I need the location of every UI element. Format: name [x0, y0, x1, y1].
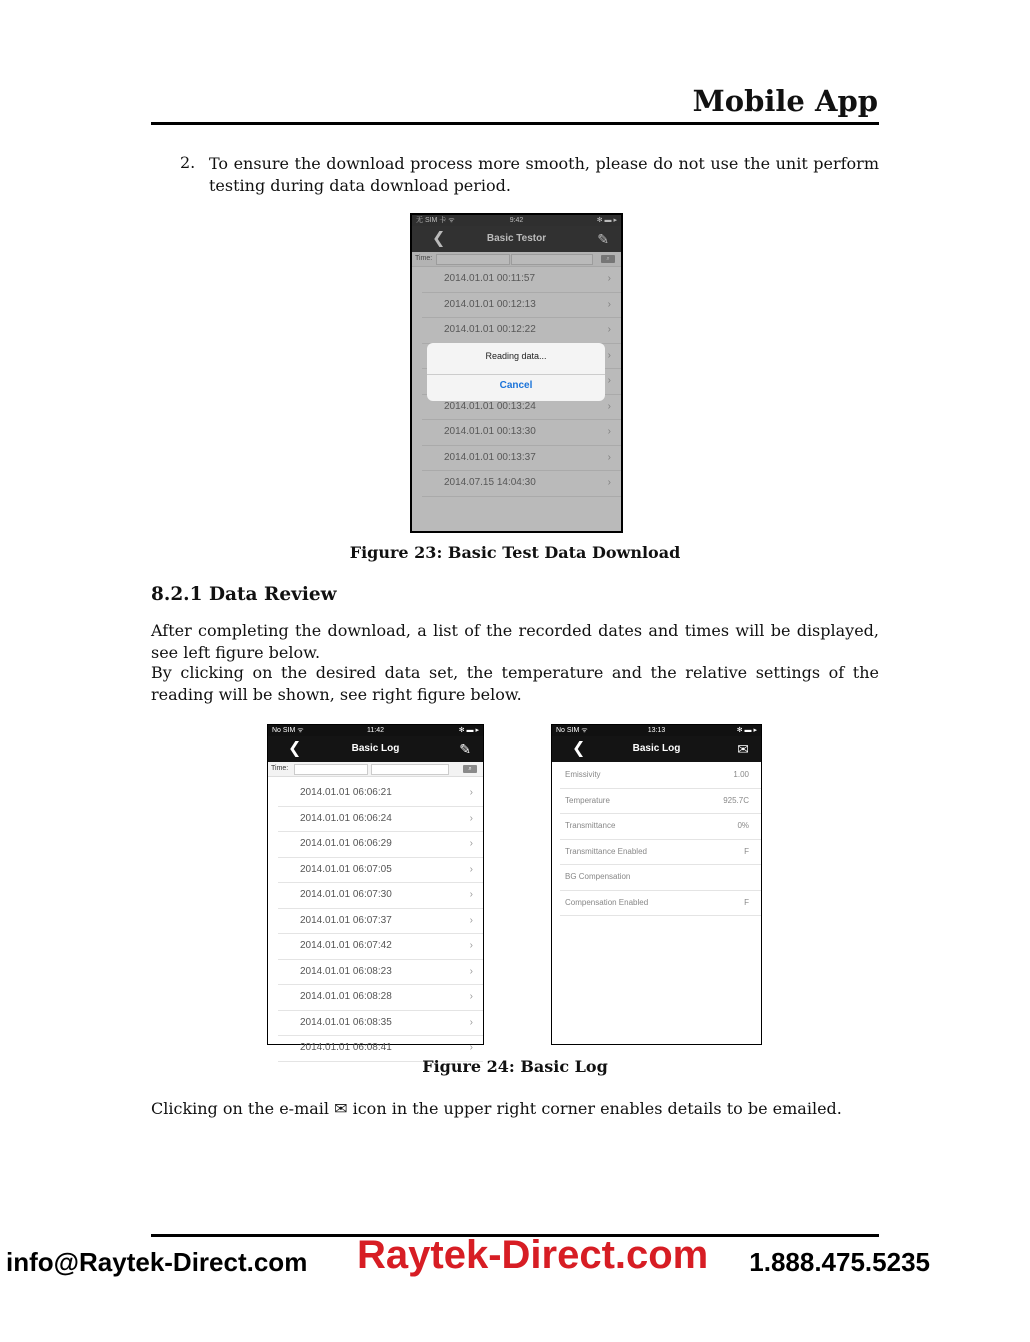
chevron-right-icon: ›: [469, 889, 473, 900]
carrier-label: No SIM ᯤ: [556, 727, 588, 734]
list-item-date: 2014.01.01 06:06:29: [300, 838, 392, 849]
list-item[interactable]: [278, 909, 483, 935]
battery-icon: ✻ ▬ ▸: [736, 727, 757, 734]
cancel-button[interactable]: Cancel: [499, 380, 533, 391]
setting-label: Compensation Enabled: [565, 897, 649, 907]
setting-label: Transmittance: [565, 821, 616, 830]
list-item[interactable]: [278, 832, 483, 858]
figure-24-caption: Figure 24: Basic Log: [422, 1057, 608, 1076]
figure-24-right-screenshot: [551, 724, 762, 1045]
list-item-date: 2014.01.01 00:13:24: [444, 400, 536, 412]
time-filter-label: Time:: [271, 765, 289, 772]
setting-label: Emissivity: [565, 770, 601, 779]
battery-icon: ✻ ▬ ▸: [596, 217, 617, 224]
list-item[interactable]: [278, 1011, 483, 1037]
nav-title: Basic Testor: [486, 233, 547, 244]
settings-list: [552, 762, 761, 916]
chevron-right-icon: ›: [469, 1016, 473, 1028]
list-item-number: 2.: [180, 153, 196, 172]
setting-row: [560, 891, 761, 917]
email-note-before: Clicking on the e-mail: [151, 1099, 335, 1118]
back-chevron-icon[interactable]: ❮: [572, 740, 586, 757]
paragraph-1: After completing the download, a list of the recorded dates and times will be displayed, see left figure below.: [151, 621, 879, 662]
carrier-label: No SIM ᯤ: [272, 727, 304, 734]
list-item-date: 2014.01.01 00:11:57: [444, 273, 536, 284]
chevron-right-icon: ›: [607, 400, 611, 412]
setting-value: 1.00: [733, 770, 749, 779]
chevron-right-icon: ›: [469, 965, 473, 977]
chevron-right-icon: ›: [607, 273, 611, 284]
nav-title: Basic Log: [351, 743, 400, 754]
status-bar: [268, 725, 483, 736]
time-filter-label: Time:: [415, 255, 433, 262]
modal-overlay: [412, 215, 621, 531]
reading-dialog: [427, 343, 605, 401]
list-item-date: 2014.01.01 06:07:05: [300, 863, 392, 875]
section-heading: 8.2.1 Data Review: [151, 584, 337, 605]
chevron-right-icon: ›: [607, 298, 611, 310]
clock: 13:13: [647, 727, 666, 734]
search-icon[interactable]: ⌕: [463, 765, 477, 773]
list-item-text: To ensure the download process more smooth, please do not use the unit perform testing during data download period.: [209, 154, 879, 195]
dialog-message: Reading data...: [485, 351, 547, 361]
email-note-after: icon in the upper right corner enables details to be emailed.: [347, 1099, 842, 1118]
list-item-date: 2014.01.01 06:06:21: [300, 787, 392, 798]
setting-value: 925.7C: [723, 795, 749, 805]
list-item-date: 2014.01.01 06:07:37: [300, 914, 392, 926]
setting-value: F: [744, 846, 749, 856]
search-icon[interactable]: ⌕: [601, 255, 615, 263]
list-item-date: 2014.01.01 06:07:42: [300, 940, 392, 951]
chevron-right-icon: ›: [469, 863, 473, 875]
chevron-right-icon: ›: [469, 1042, 473, 1053]
list-item-date: 2014.01.01 06:08:41: [300, 1042, 392, 1053]
chevron-right-icon: ›: [607, 349, 611, 361]
list-item-date: 2014.01.01 00:13:37: [444, 451, 536, 463]
back-chevron-icon[interactable]: ❮: [432, 230, 446, 247]
chevron-right-icon: ›: [469, 787, 473, 798]
list-item[interactable]: [278, 807, 483, 833]
list-item-date: 2014.01.01 00:12:22: [444, 324, 536, 335]
list-item[interactable]: [278, 960, 483, 986]
list-item-date: 2014.01.01 06:08:23: [300, 965, 392, 977]
list-item[interactable]: [278, 883, 483, 909]
chevron-right-icon: ›: [469, 812, 473, 824]
figure-23-screenshot: [410, 213, 623, 533]
list-item[interactable]: [278, 985, 483, 1011]
setting-label: BG Compensation: [565, 872, 631, 881]
list-item[interactable]: [278, 934, 483, 960]
email-icon[interactable]: ✉: [737, 741, 749, 757]
record-list: [268, 777, 483, 1062]
setting-row: [560, 789, 761, 815]
email-note: [151, 1098, 879, 1120]
figure-23-caption: Figure 23: Basic Test Data Download: [349, 543, 681, 562]
dialog-divider: [427, 374, 605, 375]
time-filter-bar: [268, 762, 483, 777]
clock: 11:42: [367, 727, 384, 734]
list-item[interactable]: [278, 781, 483, 807]
chevron-right-icon: ›: [607, 324, 611, 335]
edit-icon[interactable]: ✎: [597, 231, 609, 247]
chevron-right-icon: ›: [607, 451, 611, 463]
nav-bar: [552, 736, 761, 762]
setting-row: [560, 763, 761, 789]
time-select-start[interactable]: [294, 764, 368, 775]
chevron-right-icon: ›: [469, 991, 473, 1002]
setting-row: [560, 840, 761, 866]
list-item-date: 2014.01.01 06:08:35: [300, 1016, 392, 1028]
clock: 9:42: [509, 217, 524, 224]
nav-title: Basic Log: [632, 743, 681, 754]
time-select-end[interactable]: [371, 764, 449, 775]
nav-bar: [268, 736, 483, 762]
email-icon: ✉: [334, 1099, 348, 1118]
back-chevron-icon[interactable]: ❮: [288, 740, 302, 757]
status-bar: [552, 725, 761, 736]
setting-row: [560, 814, 761, 840]
chevron-right-icon: ›: [469, 914, 473, 926]
chevron-right-icon: ›: [469, 838, 473, 849]
page-header-title: Mobile App: [692, 84, 878, 118]
list-item-date: 2014.01.01 00:13:30: [444, 426, 536, 437]
chevron-right-icon: ›: [607, 477, 611, 488]
list-item-date: 2014.07.15 14:04:30: [444, 477, 536, 488]
list-item-date: 2014.01.01 06:08:28: [300, 991, 392, 1002]
battery-icon: ✻ ▬ ▸: [458, 727, 479, 734]
chevron-right-icon: ›: [607, 426, 611, 437]
list-item-date: 2014.01.01 06:07:30: [300, 889, 392, 900]
setting-label: Transmittance Enabled: [565, 846, 647, 856]
chevron-right-icon: ›: [607, 375, 611, 386]
chevron-right-icon: ›: [469, 940, 473, 951]
setting-label: Temperature: [565, 795, 610, 805]
list-item-date: 2014.01.01 00:12:13: [444, 298, 536, 310]
footer-email[interactable]: info@Raytek-Direct.com: [6, 1247, 308, 1277]
carrier-label: 无 SIM 卡 ᯤ: [416, 217, 455, 224]
footer-phone[interactable]: 1.888.475.5235: [749, 1247, 930, 1277]
edit-icon[interactable]: ✎: [459, 741, 471, 757]
paragraph-2: By clicking on the desired data set, the temperature and the relative settings of the reading will be shown, see right figure below.: [151, 663, 879, 704]
setting-value: F: [744, 897, 749, 907]
figure-24-left-screenshot: [267, 724, 484, 1053]
list-item-date: 2014.01.01 06:06:24: [300, 812, 392, 824]
footer-site-logo[interactable]: Raytek-Direct.com: [357, 1233, 709, 1277]
header-rule: [151, 122, 879, 125]
list-item[interactable]: [278, 858, 483, 884]
setting-value: 0%: [737, 821, 749, 830]
setting-row: [560, 865, 761, 891]
